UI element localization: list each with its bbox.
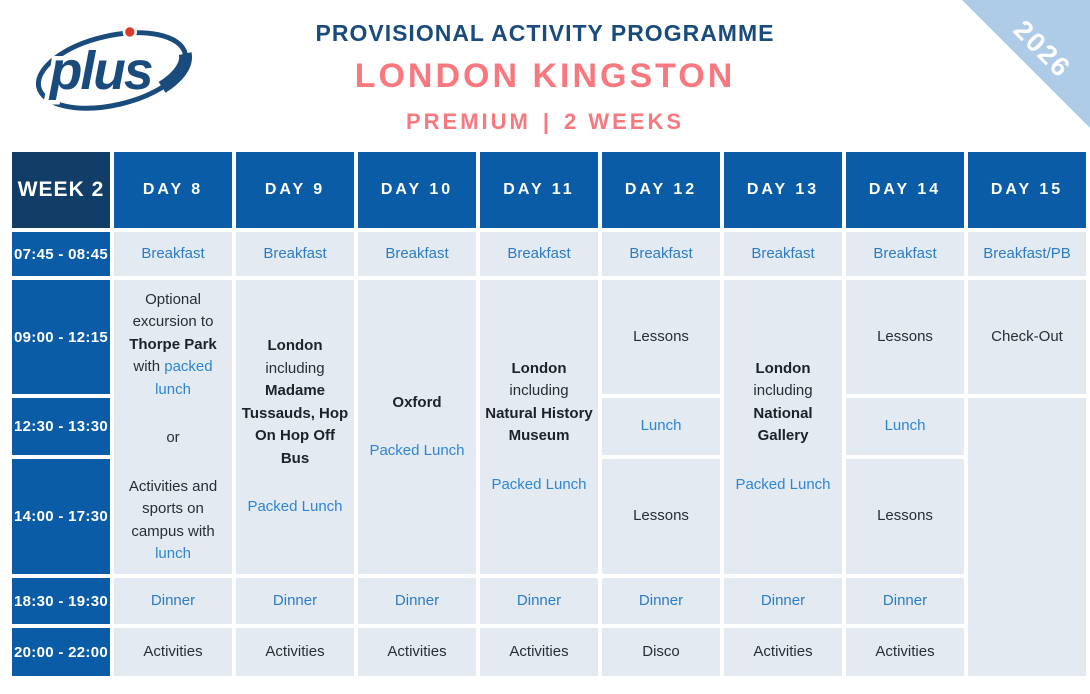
plus-logo [28, 16, 196, 120]
day13-lunch: Packed Lunch [735, 475, 831, 493]
evening-cell: Activities [114, 628, 232, 676]
day-header-15: DAY 15 [968, 152, 1086, 228]
time-cell-2: 09:00 - 12:15 [12, 280, 110, 394]
time-cell-5: 18:30 - 19:30 [12, 578, 110, 624]
day-header-14: DAY 14 [846, 152, 964, 228]
day12-afternoon-cell: Lessons [602, 459, 720, 574]
dinner-cell: Dinner [236, 578, 354, 624]
evening-cell: Activities [480, 628, 598, 676]
year-badge: 2026 [1007, 14, 1078, 84]
logo-dot [124, 26, 136, 38]
breakfast-cell: Breakfast [236, 232, 354, 276]
day9-excursion: London including Madame Tussauds, Hop On Hop Off Bus [241, 337, 349, 467]
day13-excursion: London including National Gallery [753, 359, 813, 445]
day-header-8: DAY 8 [114, 152, 232, 228]
programme-table [12, 152, 1086, 676]
evening-cell: Activities [724, 628, 842, 676]
location-title: LONDON KINGSTON [354, 57, 736, 95]
day8-campus: Activities and sports on campus with lunch [128, 477, 218, 562]
day15-empty-cell [968, 398, 1086, 676]
evening-cell: Activities [236, 628, 354, 676]
day8-excursion: Optional excursion to Thorpe Park with packed lunch [129, 290, 217, 398]
day14-morning-cell: Lessons [846, 280, 964, 394]
breakfast-cell: Breakfast [602, 232, 720, 276]
day10-lunch: Packed Lunch [369, 442, 465, 459]
logo-wordmark: plus [49, 42, 152, 102]
dinner-cell: Dinner [846, 578, 964, 624]
day12-morning-cell: Lessons [602, 280, 720, 394]
day9-main-cell [236, 280, 354, 574]
week-label: WEEK 2 [12, 152, 110, 228]
day11-main-cell [480, 280, 598, 574]
evening-cell: Disco [602, 628, 720, 676]
breakfast-cell: Breakfast [846, 232, 964, 276]
tagline-premium: PREMIUM [405, 109, 531, 134]
breakfast-cell: Breakfast [724, 232, 842, 276]
tagline-separator: | [542, 109, 552, 134]
day-header-9: DAY 9 [236, 152, 354, 228]
day14-afternoon-cell: Lessons [846, 459, 964, 574]
day-header-12: DAY 12 [602, 152, 720, 228]
day15-checkout-cell: Check-Out [968, 280, 1086, 394]
evening-cell: Activities [846, 628, 964, 676]
day-header-10: DAY 10 [358, 152, 476, 228]
breakfast-cell: Breakfast [480, 232, 598, 276]
day11-lunch: Packed Lunch [491, 475, 587, 493]
day12-lunch-cell: Lunch [602, 398, 720, 455]
day14-lunch-cell: Lunch [846, 398, 964, 455]
dinner-cell: Dinner [602, 578, 720, 624]
day10-excursion: Oxford [392, 393, 442, 411]
evening-cell: Activities [358, 628, 476, 676]
time-cell-6: 20:00 - 22:00 [12, 628, 110, 676]
day8-or: or [166, 429, 180, 446]
time-cell-1: 07:45 - 08:45 [12, 232, 110, 276]
dinner-cell: Dinner [480, 578, 598, 624]
day13-main-cell [724, 280, 842, 574]
day9-lunch: Packed Lunch [247, 498, 343, 516]
breakfast-cell: Breakfast [358, 232, 476, 276]
time-cell-4: 14:00 - 17:30 [12, 459, 110, 574]
breakfast-cell: Breakfast/PB [968, 232, 1086, 276]
day-header-11: DAY 11 [480, 152, 598, 228]
breakfast-cell: Breakfast [114, 232, 232, 276]
day8-main-cell [114, 280, 232, 574]
dinner-cell: Dinner [724, 578, 842, 624]
day-header-13: DAY 13 [724, 152, 842, 228]
dinner-cell: Dinner [358, 578, 476, 624]
day11-excursion: London including Natural History Museum [485, 359, 593, 445]
dinner-cell: Dinner [114, 578, 232, 624]
time-cell-3: 12:30 - 13:30 [12, 398, 110, 455]
day10-main-cell [358, 280, 476, 574]
tagline-duration: 2 WEEKS [564, 109, 685, 134]
page-title: PROVISIONAL ACTIVITY PROGRAMME [315, 20, 775, 46]
